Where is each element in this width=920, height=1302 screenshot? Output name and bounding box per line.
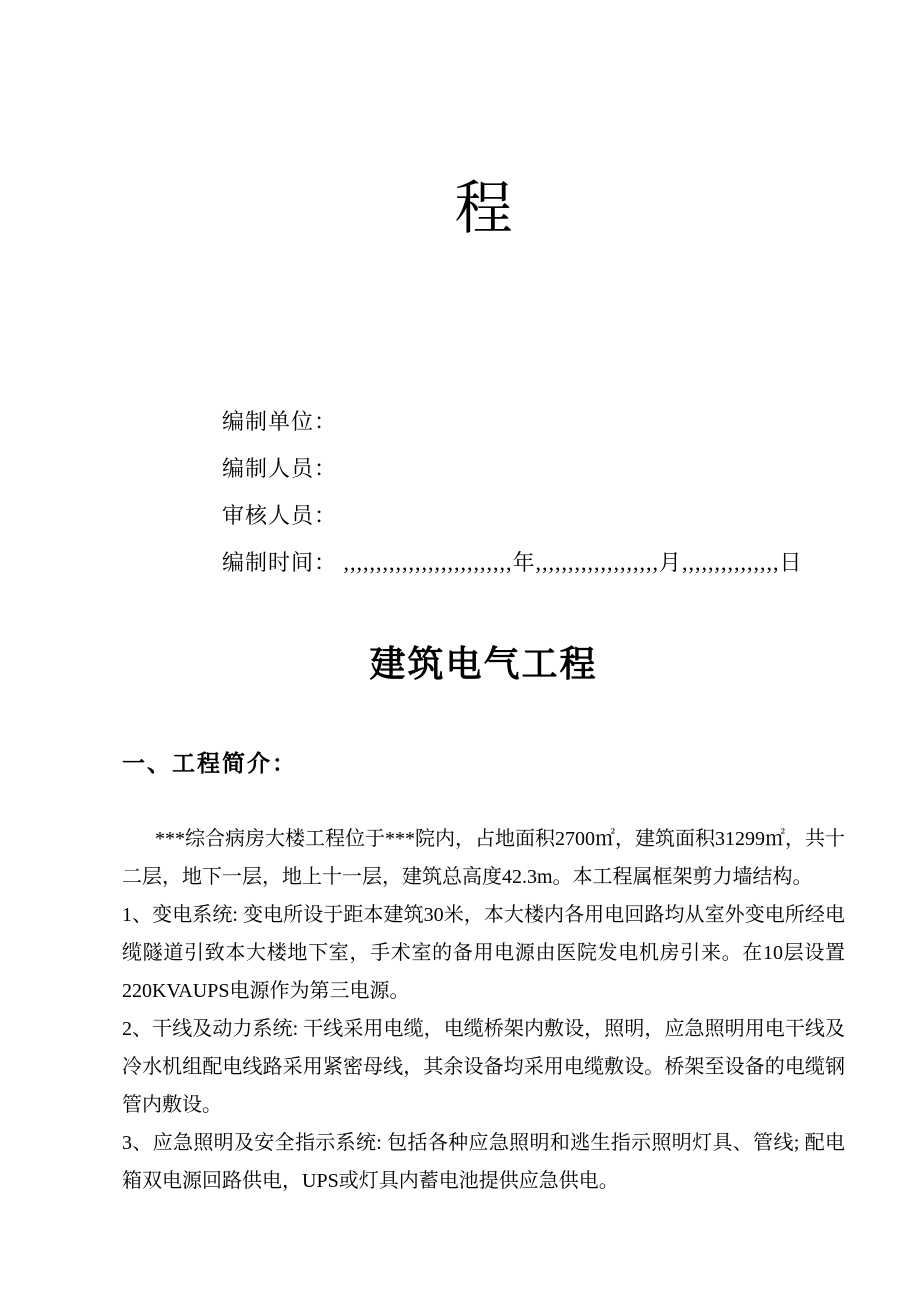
field-compilation-date: 编制时间： ,,,,,,,,,,,,,,,,,,,,,,,,,,年,,,,,,,,,,,,,,,,,,,月,,,,,,,,,,,,,,,日 [222,550,803,575]
field-compiling-unit: 编制单位： [222,409,338,434]
paragraph-emergency-lighting-system: 3、应急照明及安全指示系统: 包括各种应急照明和逃生指示照明灯具、管线; 配电箱双电源回路供电，UPS或灯具内蓄电池提供应急供电。 [122,1132,845,1192]
paragraph-project-overview: ***综合病房大楼工程位于***院内，占地面积2700㎡，建筑面积31299㎡，共十二层，地下一层，地上十一层，建筑总高度42.3m。本工程属框架剪力墙结构。 [122,828,845,888]
title-overflow-char: 程 [454,176,513,241]
field-compiling-personnel: 编制人员： [222,456,338,481]
body-content [122,820,845,1200]
document-title: 建筑电气工程 [369,643,598,684]
field-reviewing-personnel: 审核人员： [222,503,338,528]
cover-fields [222,411,803,599]
section-heading-project-intro: 一、工程简介： [122,750,297,776]
paragraph-substation-system: 1、变电系统: 变电所设于距本建筑30米，本大楼内各用电回路均从室外变电所经电缆隧道引致本大楼地下室，手术室的备用电源由医院发电机房引来。在10层设置220KVAUPS电源作为第三电源。 [122,904,845,1002]
paragraph-trunk-power-system: 2、干线及动力系统: 干线采用电缆，电缆桥架内敷设，照明，应急照明用电干线及冷水机组配电线路采用紧密母线，其余设备均采用电缆敷设。桥架至设备的电缆钢管内敷设。 [122,1018,845,1116]
